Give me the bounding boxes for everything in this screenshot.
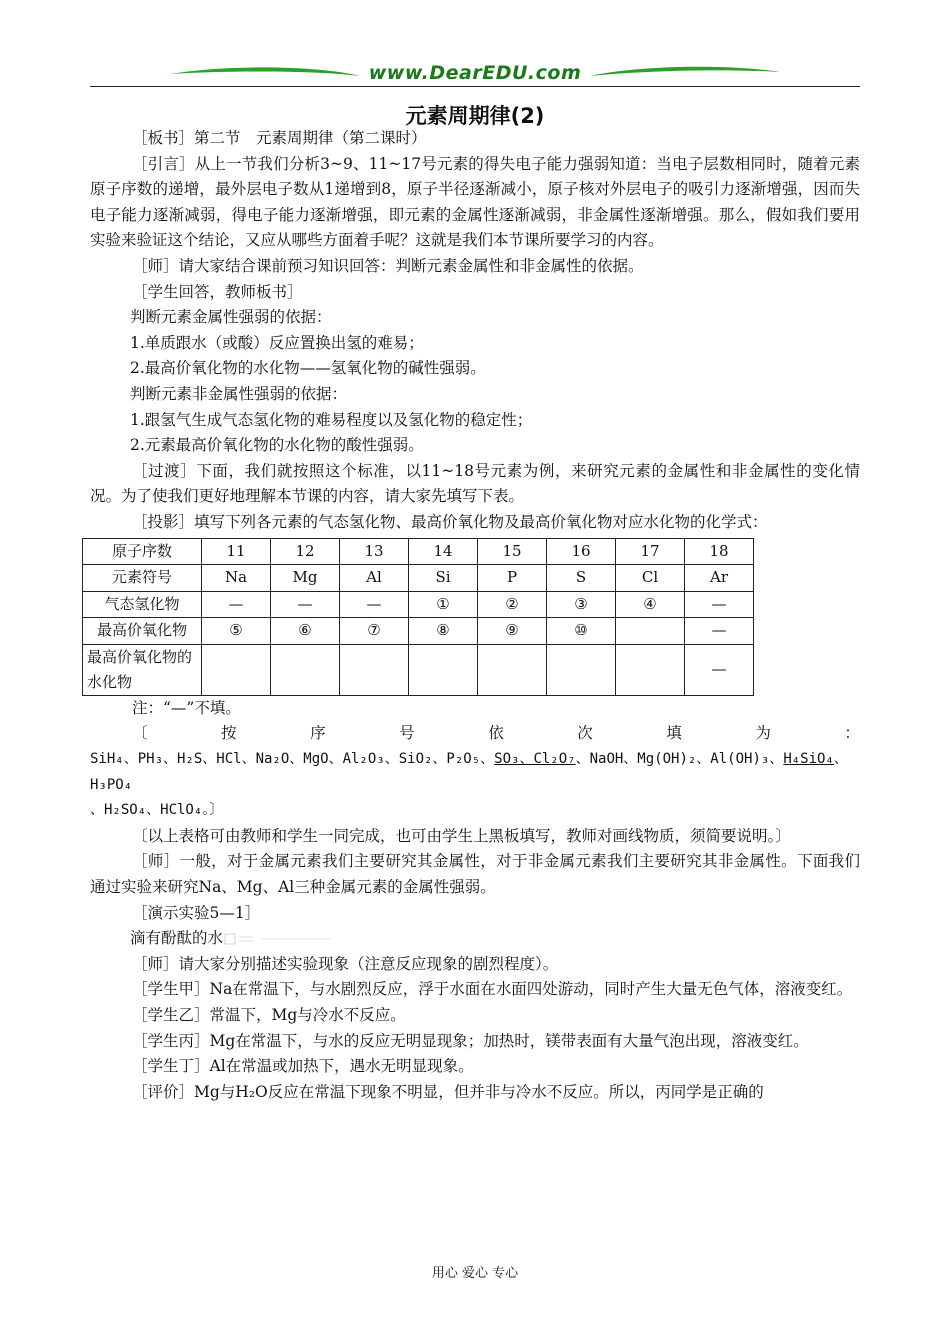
- note-char: 按: [221, 724, 237, 743]
- table-cell: —: [340, 591, 409, 618]
- table-cell: 15: [478, 538, 547, 565]
- table-cell: —: [271, 591, 340, 618]
- note-char: 号: [399, 724, 415, 743]
- underlined-formula: SO₃、Cl₂O₇: [494, 751, 576, 768]
- page-footer: 用心 爱心 专心: [431, 1266, 519, 1281]
- row-header: 最高价氧化物: [83, 618, 202, 645]
- element-table: [82, 538, 754, 696]
- table-cell: Cl: [616, 565, 685, 592]
- paragraph: ［学生丁］Al在常温或加热下，遇水无明显现象。: [132, 1057, 474, 1076]
- note-char: 次: [577, 724, 593, 743]
- row-header: 元素符号: [83, 565, 202, 592]
- table-cell: ⑥: [271, 618, 340, 645]
- table-cell: 17: [616, 538, 685, 565]
- formula-line: 、H₂SO₄、HClO₄。〕: [90, 802, 224, 819]
- table-cell: ⑩: [547, 618, 616, 645]
- table-cell: Na: [202, 565, 271, 592]
- table-row: [83, 591, 754, 618]
- table-cell: —: [685, 618, 754, 645]
- list-item: 2.元素最高价氧化物的水化物的酸性强弱。: [130, 436, 424, 455]
- formula-text: 、NaOH、Mg(OH)₂、Al(OH)₃、: [575, 751, 784, 768]
- table-cell: [271, 644, 340, 695]
- table-cell: 18: [685, 538, 754, 565]
- table-cell: [202, 644, 271, 695]
- table-cell: [409, 644, 478, 695]
- experiment-label: 滴有酚酞的水: [130, 929, 224, 948]
- paragraph: ［引言］从上一节我们分析3~9、11~17号元素的得失电子能力强弱知道：当电子层数相同时，随着元素原子序数的递增，最外层电子数从1递增到8，原子半径逐渐减小，原子核对外层电子的吸引力逐渐增强，因而失电子能力逐渐减弱，得电子能力逐渐增强，即元素的金属性逐渐减弱，非金属性逐渐增强。那么，假如我们要用实验来验证这个结论，又应从哪些方面着手呢？这就是我们本节课所要学习的内容。: [90, 154, 860, 250]
- paragraph: 判断元素金属性强弱的依据：: [130, 308, 332, 327]
- table-cell: —: [202, 591, 271, 618]
- table-cell: ⑧: [409, 618, 478, 645]
- paragraph: ［师］一般，对于金属元素我们主要研究其金属性，对于非金属元素我们主要研究其非金属性。下面我们通过实验来研究Na、Mg、Al三种金属元素的金属性强弱。: [90, 852, 860, 897]
- note-char: 填: [666, 724, 682, 743]
- formula-text: 、H₃PO₄: [90, 751, 848, 793]
- note-char: 为: [755, 724, 771, 743]
- list-item: 1.跟氢气生成气态氢化物的难易程度以及氢化物的稳定性；: [130, 410, 533, 429]
- note-char: 〔: [132, 724, 148, 743]
- row-header: 气态氢化物: [83, 591, 202, 618]
- experiment-diagram-image: [223, 932, 333, 946]
- table-cell: Mg: [271, 565, 340, 592]
- paragraph: ［过渡］下面，我们就按照这个标准，以11~18号元素为例，来研究元素的金属性和非金属性的变化情况。为了使我们更好地理解本节课的内容，请大家先填写下表。: [90, 461, 860, 506]
- table-cell: ③: [547, 591, 616, 618]
- row-header: 最高价氧化物的水化物: [83, 644, 202, 695]
- table-cell: [340, 644, 409, 695]
- table-cell: ①: [409, 591, 478, 618]
- paragraph: ［师］请大家结合课前预习知识回答：判断元素金属性和非金属性的依据。: [132, 256, 644, 275]
- table-cell: —: [685, 644, 754, 695]
- paragraph: ［学生丙］Mg在常温下，与水的反应无明显现象；加热时，镁带表面有大量气泡出现，溶液变红。: [132, 1031, 809, 1050]
- note-char: 序: [310, 724, 326, 743]
- table-cell: [478, 644, 547, 695]
- table-row: [83, 565, 754, 592]
- table-cell: —: [685, 591, 754, 618]
- table-cell: ②: [478, 591, 547, 618]
- table-cell: ⑦: [340, 618, 409, 645]
- header-rule: [90, 86, 860, 87]
- paragraph: ［学生回答，教师板书］: [132, 282, 303, 301]
- note-char: 依: [488, 724, 504, 743]
- page-title: 元素周期律(2): [405, 104, 545, 128]
- underlined-formula: H₄SiO₄: [783, 751, 834, 768]
- paragraph: ［学生乙］常温下，Mg与冷水不反应。: [132, 1006, 406, 1024]
- table-row: [83, 644, 754, 695]
- note-char: ：: [844, 724, 860, 743]
- document-body: [87, 126, 860, 1105]
- table-cell: 12: [271, 538, 340, 565]
- table-cell: Ar: [685, 565, 754, 592]
- table-cell: 16: [547, 538, 616, 565]
- table-cell: 11: [202, 538, 271, 565]
- note-spread-line: [90, 721, 860, 747]
- table-cell: ④: [616, 591, 685, 618]
- table-cell: P: [478, 565, 547, 592]
- table-cell: ⑨: [478, 618, 547, 645]
- paragraph: ［评价］Mg与H₂O反应在常温下现象不明显，但并非与冷水不反应。所以，丙同学是正确的: [132, 1082, 764, 1101]
- table-row: [83, 618, 754, 645]
- row-header: 原子序数: [83, 538, 202, 565]
- table-cell: Si: [409, 565, 478, 592]
- table-cell: [616, 644, 685, 695]
- header-logo: [170, 62, 780, 86]
- paragraph: [90, 926, 860, 952]
- paragraph: ［师］请大家分别描述实验现象（注意反应现象的剧烈程度）。: [132, 954, 559, 973]
- formula-line: [90, 747, 860, 798]
- paragraph: ［演示实验5—1］: [132, 903, 261, 922]
- list-item: 2.最高价氧化物的水化物——氢氧化物的碱性强弱。: [130, 359, 486, 378]
- paragraph: ［学生甲］Na在常温下，与水剧烈反应，浮于水面在水面四处游动，同时产生大量无色气体，溶液变红。: [132, 980, 853, 999]
- logo-text: www.DearEDU.com: [368, 62, 582, 84]
- table-cell: [616, 618, 685, 645]
- table-row: [83, 538, 754, 565]
- table-cell: S: [547, 565, 616, 592]
- table-cell: Al: [340, 565, 409, 592]
- paragraph: 判断元素非金属性强弱的依据：: [130, 384, 348, 403]
- table-cell: ⑤: [202, 618, 271, 645]
- table-cell: [547, 644, 616, 695]
- paragraph: ［板书］第二节 元素周期律（第二课时）: [132, 129, 427, 147]
- table-cell: 14: [409, 538, 478, 565]
- table-cell: 13: [340, 538, 409, 565]
- note: 注：“—”不填。: [132, 698, 241, 717]
- paragraph: ［投影］填写下列各元素的气态氢化物、最高价氧化物及最高价氧化物对应水化物的化学式：: [132, 512, 768, 531]
- list-item: 1.单质跟水（或酸）反应置换出氢的难易；: [130, 333, 424, 352]
- formula-text: SiH₄、PH₃、H₂S、HCl、Na₂O、MgO、Al₂O₃、SiO₂、P₂O₅、: [90, 751, 495, 768]
- paragraph: 〔以上表格可由教师和学生一同完成，也可由学生上黑板填写，教师对画线物质，须简要说明。〕: [132, 826, 791, 845]
